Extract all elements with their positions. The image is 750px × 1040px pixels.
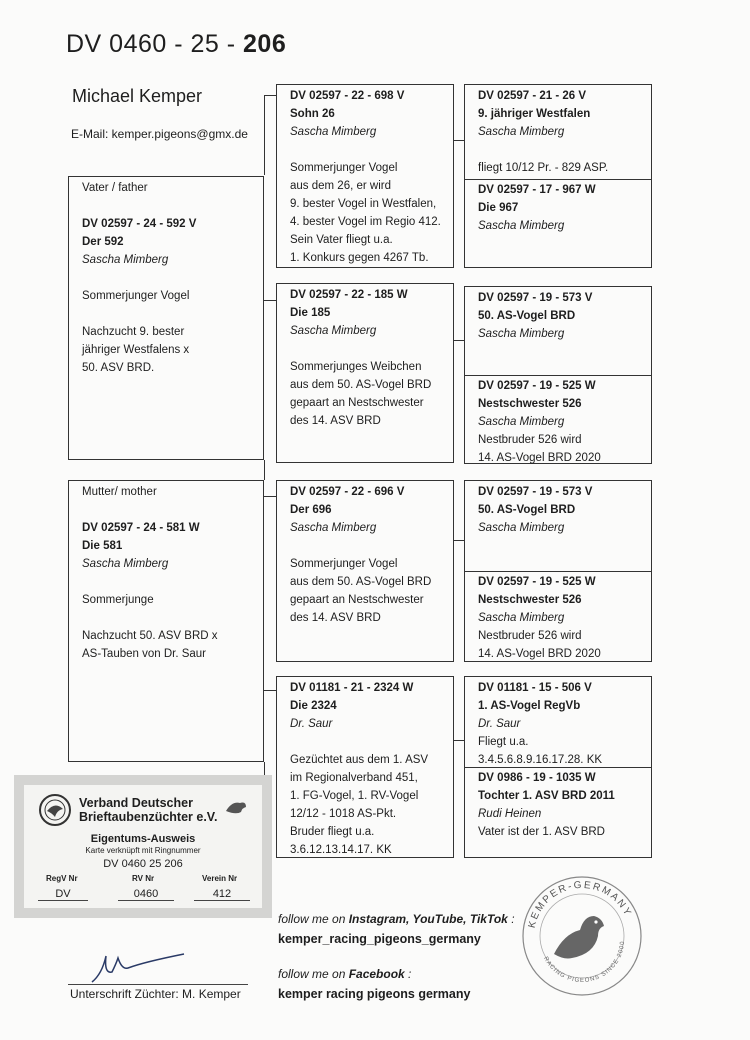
gp-note: 1. FG-Vogel, 1. RV-Vogel	[290, 790, 419, 802]
ggp-note: Fliegt u.a.	[478, 736, 529, 748]
ring-prefix: DV 0460 - 25 -	[66, 30, 244, 58]
ggp-pair-box-4	[464, 676, 652, 858]
follow-prefix: follow me on	[278, 967, 349, 981]
gp-name: Sohn 26	[290, 108, 335, 120]
gp-ring: DV 02597 - 22 - 698 V	[290, 90, 405, 102]
owner-name: Michael Kemper	[72, 86, 203, 106]
connector-line	[264, 95, 265, 175]
stamp-subtitle: Karte verknüpft mit Ringnummer	[85, 846, 201, 855]
grandparent-box-4	[276, 676, 454, 858]
ggp-name: Tochter 1. ASV BRD 2011	[478, 790, 615, 802]
gp-ring: DV 02597 - 22 - 185 W	[290, 289, 408, 301]
emblem-top-text: KEMPER-GERMANY	[526, 879, 634, 930]
gp-note: Sommerjunger Vogel	[290, 162, 398, 174]
stamp-value-rv: 0460	[118, 888, 174, 901]
ggp-note: Nestbruder 526 wird	[478, 434, 582, 446]
gp-breeder: Sascha Mimberg	[290, 325, 377, 337]
ggp-ring: DV 0986 - 19 - 1035 W	[478, 772, 596, 784]
follow-line-1	[278, 912, 515, 926]
ownership-stamp	[14, 775, 272, 918]
stamp-ring: DV 0460 25 206	[103, 858, 183, 870]
gp-note: aus dem 26, er wird	[290, 180, 391, 192]
gp-note: 4. bester Vogel im Regio 412.	[290, 216, 441, 228]
father-breeder: Sascha Mimberg	[82, 254, 169, 266]
grandparent-box-3	[276, 480, 454, 662]
gp-note: im Regionalverband 451,	[290, 772, 418, 784]
ggp-name: 50. AS-Vogel BRD	[478, 310, 576, 322]
signature-line	[68, 984, 248, 985]
gp-ring: DV 02597 - 22 - 696 V	[290, 486, 405, 498]
gp-note: Sommerjunges Weibchen	[290, 361, 422, 373]
mother-box	[68, 480, 264, 762]
ggp-breeder: Rudi Heinen	[478, 808, 542, 820]
stamp-label-rv: RV Nr	[132, 874, 155, 883]
father-name: Der 592	[82, 236, 124, 248]
gp-note: gepaart an Nestschwester	[290, 594, 424, 606]
grandparent-box-1	[276, 84, 454, 268]
connector-line	[454, 140, 464, 141]
connector-line	[454, 540, 464, 541]
social-handle-2: kemper racing pigeons germany	[278, 987, 471, 1001]
signature-scribble	[88, 944, 188, 986]
emblem-bottom-text: RACING PIGEONS SINCE 2000	[542, 940, 627, 985]
owner-email: E-Mail: kemper.pigeons@gmx.de	[71, 127, 248, 141]
pigeon-icon	[224, 797, 248, 819]
ggp-ring: DV 02597 - 17 - 967 W	[478, 184, 596, 196]
gp-note: 1. Konkurs gegen 4267 Tb.	[290, 252, 429, 264]
father-box	[68, 176, 264, 460]
social-handle-1: kemper_racing_pigeons_germany	[278, 932, 481, 946]
ggp-note: 3.4.5.6.8.9.16.17.28. KK	[478, 754, 603, 766]
vdb-logo-icon	[38, 793, 72, 827]
gp-breeder: Sascha Mimberg	[290, 126, 377, 138]
ggp-ring: DV 02597 - 19 - 525 W	[478, 380, 596, 392]
stamp-label-regv: RegV Nr	[46, 874, 78, 883]
ggp-note: Vater ist der 1. ASV BRD	[478, 826, 605, 838]
stamp-value-verein: 412	[194, 888, 250, 901]
ggp-pair-box-3	[464, 480, 652, 662]
ggp-name: 1. AS-Vogel RegVb	[478, 700, 581, 712]
connector-line	[264, 690, 276, 691]
ggp-note: Nestbruder 526 wird	[478, 630, 582, 642]
grandparent-box-2	[276, 283, 454, 463]
ggp-breeder: Sascha Mimberg	[478, 220, 565, 232]
gp-breeder: Dr. Saur	[290, 718, 333, 730]
mother-note: Sommerjunge	[82, 594, 154, 606]
father-note: 50. ASV BRD.	[82, 362, 155, 374]
ggp-ring: DV 02597 - 21 - 26 V	[478, 90, 587, 102]
gp-note: des 14. ASV BRD	[290, 415, 381, 427]
ggp-breeder: Sascha Mimberg	[478, 612, 565, 624]
mother-ring: DV 02597 - 24 - 581 W	[82, 522, 200, 534]
follow-platforms: Facebook	[348, 967, 405, 981]
mother-heading: Mutter/ mother	[82, 486, 157, 498]
gp-note: Bruder fliegt u.a.	[290, 826, 375, 838]
ggp-breeder: Sascha Mimberg	[478, 416, 565, 428]
mother-name: Die 581	[82, 540, 123, 552]
connector-line	[454, 340, 464, 341]
ggp-note: 14. AS-Vogel BRD 2020	[478, 648, 601, 660]
ggp-pair-box-2	[464, 286, 652, 464]
ggp-note: fliegt 10/12 Pr. - 829 ASP.	[478, 162, 609, 174]
ggp-note: 14. AS-Vogel BRD 2020	[478, 452, 601, 464]
gp-note: Sein Vater fliegt u.a.	[290, 234, 393, 246]
connector-line	[264, 496, 276, 497]
gp-note: 3.6.12.13.14.17. KK	[290, 844, 392, 856]
follow-suffix: :	[404, 967, 412, 981]
stamp-label-verein: Verein Nr	[202, 874, 238, 883]
ggp-breeder: Sascha Mimberg	[478, 522, 565, 534]
father-note: Nachzucht 9. bester	[82, 326, 185, 338]
follow-suffix: :	[507, 912, 515, 926]
gp-name: Die 185	[290, 307, 331, 319]
gp-note: 9. bester Vogel in Westfalen,	[290, 198, 437, 210]
gp-breeder: Sascha Mimberg	[290, 522, 377, 534]
ggp-name: Die 967	[478, 202, 519, 214]
gp-note: Sommerjunger Vogel	[290, 558, 398, 570]
signature-label: Unterschrift Züchter: M. Kemper	[70, 987, 241, 1001]
connector-line	[264, 95, 276, 96]
father-ring: DV 02597 - 24 - 592 V	[82, 218, 197, 230]
gp-ring: DV 01181 - 21 - 2324 W	[290, 682, 414, 694]
ring-bird-number: 206	[243, 30, 287, 58]
mother-note: AS-Tauben von Dr. Saur	[82, 648, 207, 660]
gp-name: Der 696	[290, 504, 332, 516]
ggp-ring: DV 01181 - 15 - 506 V	[478, 682, 592, 694]
ggp-ring: DV 02597 - 19 - 573 V	[478, 486, 593, 498]
mother-note: Nachzucht 50. ASV BRD x	[82, 630, 218, 642]
ggp-name: Nestschwester 526	[478, 398, 582, 410]
stamp-org-line1: Verband Deutscher	[79, 796, 193, 810]
stamp-title: Eigentums-Ausweis	[90, 833, 196, 845]
ggp-name: 9. jähriger Westfalen	[478, 108, 591, 120]
gp-note: aus dem 50. AS-Vogel BRD	[290, 576, 432, 588]
father-note: jähriger Westfalens x	[82, 344, 190, 356]
gp-name: Die 2324	[290, 700, 337, 712]
ggp-ring: DV 02597 - 19 - 573 V	[478, 292, 593, 304]
father-heading: Vater / father	[82, 182, 148, 194]
connector-line	[264, 460, 265, 480]
ggp-breeder: Sascha Mimberg	[478, 328, 565, 340]
follow-line-2	[278, 967, 411, 981]
ggp-breeder: Dr. Saur	[478, 718, 521, 730]
mother-breeder: Sascha Mimberg	[82, 558, 169, 570]
gp-note: des 14. ASV BRD	[290, 612, 381, 624]
kemper-germany-emblem	[520, 874, 644, 998]
follow-platforms: Instagram, YouTube, TikTok	[348, 912, 508, 926]
gp-note: aus dem 50. AS-Vogel BRD	[290, 379, 432, 391]
follow-prefix: follow me on	[278, 912, 349, 926]
ggp-ring: DV 02597 - 19 - 525 W	[478, 576, 596, 588]
gp-note: Gezüchtet aus dem 1. ASV	[290, 754, 429, 766]
stamp-value-regv: DV	[38, 888, 88, 901]
connector-line	[264, 300, 276, 301]
connector-line	[454, 740, 464, 741]
gp-note: gepaart an Nestschwester	[290, 397, 424, 409]
gp-note: 12/12 - 1018 AS-Pkt.	[290, 808, 397, 820]
ring-number-title	[66, 30, 286, 59]
ggp-pair-box-1	[464, 84, 652, 268]
ggp-name: Nestschwester 526	[478, 594, 582, 606]
stamp-org-line2: Brieftaubenzüchter e.V.	[79, 810, 218, 824]
stamp-org-name	[79, 796, 217, 824]
ggp-breeder: Sascha Mimberg	[478, 126, 565, 138]
father-note: Sommerjunger Vogel	[82, 290, 190, 302]
ggp-name: 50. AS-Vogel BRD	[478, 504, 576, 516]
